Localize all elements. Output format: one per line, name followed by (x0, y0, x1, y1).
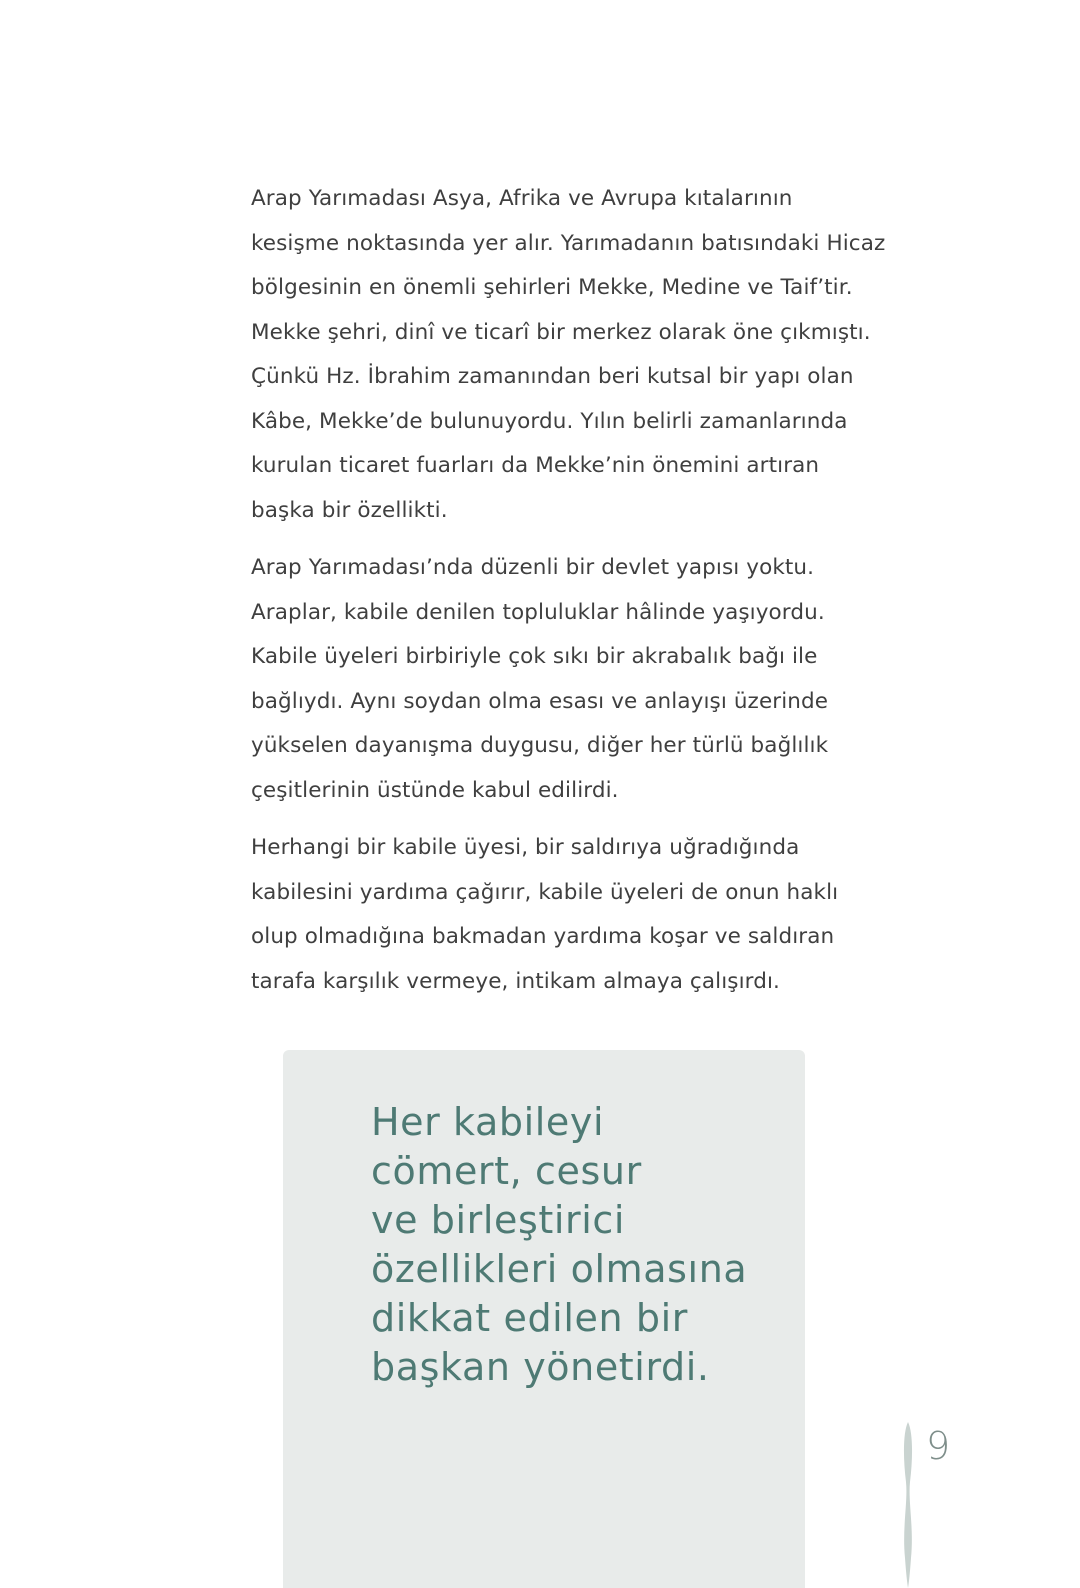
text-line: çeşitlerinin üstünde kabul edilirdi. (251, 777, 619, 803)
pull-quote (371, 1098, 747, 1392)
paragraph-1 (251, 177, 901, 533)
text-line: Kabile üyeleri birbiriyle çok sıkı bir akrabalık bağı ile (251, 644, 818, 669)
text-line: Çünkü Hz. İbrahim zamanından beri kutsal bir yapı olan (251, 364, 854, 389)
text-line: Kâbe, Mekke’de bulunuyordu. Yılın belirli zamanlarında (251, 408, 848, 434)
quote-line: özellikleri olmasına (371, 1247, 748, 1291)
text-line: Herhangi bir kabile üyesi, bir saldırıya uğradığında (251, 835, 800, 860)
page-marker-ornament (898, 1420, 918, 1588)
text-line: kurulan ticaret fuarları da Mekke’nin önemini artıran (251, 453, 820, 478)
text-line: kabilesini yardıma çağırır, kabile üyeleri de onun haklı (251, 879, 839, 905)
page-marker-shape (904, 1422, 912, 1588)
quote-line: ve birleştirici (371, 1198, 626, 1242)
text-line: tarafa karşılık vermeye, intikam almaya çalışırdı. (251, 968, 780, 994)
body-text (251, 177, 901, 1017)
text-line: bağlıydı. Aynı soydan olma esası ve anlayışı üzerinde (251, 688, 829, 714)
text-line: başka bir özellikti. (251, 497, 448, 523)
text-line: Mekke şehri, dinî ve ticarî bir merkez olarak öne çıkmıştı. (251, 319, 871, 345)
paragraph-2 (251, 546, 901, 813)
quote-line: Her kabileyi (371, 1100, 605, 1144)
text-line: bölgesinin en önemli şehirleri Mekke, Medine ve Taif’tir. (251, 275, 853, 300)
paragraph-3 (251, 826, 901, 1004)
quote-box (283, 1050, 805, 1588)
quote-line: başkan yönetirdi. (371, 1345, 710, 1389)
text-line: yükselen dayanışma duygusu, diğer her türlü bağlılık (251, 733, 829, 758)
page-number: 9 (926, 1424, 951, 1468)
text-line: kesişme noktasında yer alır. Yarımadanın batısındaki Hicaz (251, 230, 886, 256)
text-line: olup olmadığına bakmadan yardıma koşar ve saldıran (251, 924, 835, 949)
text-line: Arap Yarımadası’nda düzenli bir devlet yapısı yoktu. (251, 555, 815, 580)
quote-line: dikkat edilen bir (371, 1296, 688, 1340)
text-line: Araplar, kabile denilen topluluklar hâlinde yaşıyordu. (251, 599, 825, 625)
text-line: Arap Yarımadası Asya, Afrika ve Avrupa kıtalarının (251, 186, 793, 211)
quote-line: cömert, cesur (371, 1149, 642, 1193)
